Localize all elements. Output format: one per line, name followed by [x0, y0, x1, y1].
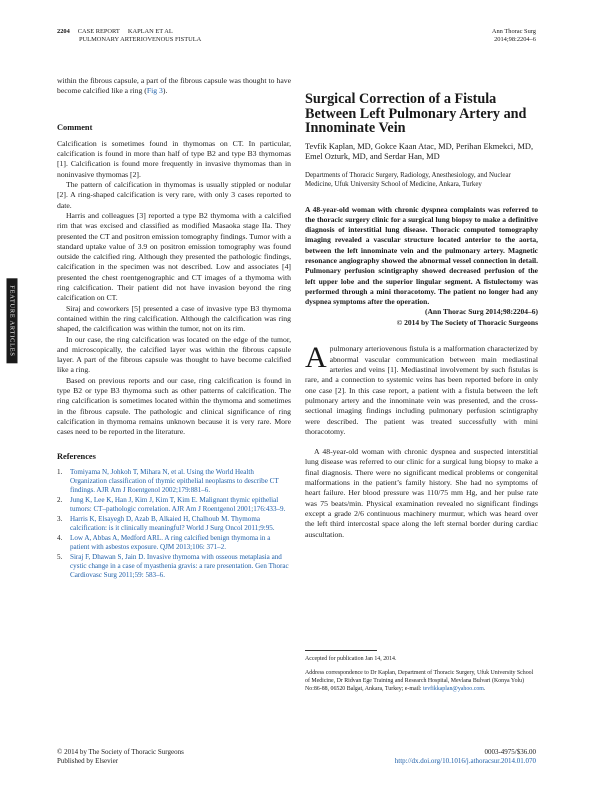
footer-publisher: Published by Elsevier — [57, 757, 119, 765]
running-header-right — [492, 28, 536, 44]
abstract: A 48-year-old woman with chronic dyspnea complaints was referred to the thoracic surgery clinic for a surgical lung biopsy to make a definitive diagnosis of interstitial lung disease. Thoracic computed tomography imaging revealed a vascular structure located anterior to the aorta, between the left innominate vein and the pulmonary artery. Magnetic resonance angiography showed the abnormal vessel connection in detail. Pulmonary perfusion scintigraphy showed decreased perfusion of the left upper lobe and the superior lingular segment. A fistulectomy was performed through a mini thoracotomy. The patient no longer had any dyspnea symptoms after the operation. — [305, 204, 538, 307]
email-link[interactable]: tevfikkaplan@yahoo.com — [422, 686, 484, 693]
reference-item: 5. Siraj F, Dhawan S, Jain D. Invasive thymoma with osseous metaplasia and cystic change in a case of myasthenia gravis: a rare presentation. Gen Thorac Cardiovasc Surg 2011;59: 583–6. — [57, 552, 289, 579]
right-column — [305, 92, 538, 540]
abstract-copyright: © 2014 by The Society of Thoracic Surgeons — [396, 317, 538, 327]
comment-heading: Comment — [57, 122, 93, 132]
comment-paragraph: The pattern of calcification in thymomas is usually stippled or nodular [2]. A ring-shaped calcification is very rare, with only 3 cases reported to date. — [57, 180, 291, 210]
article-title: Surgical Correction of a Fistula Between Left Pulmonary Artery and Innominate Vein — [305, 91, 527, 136]
footnote-address: Address correspondence to Dr Kaplan, Department of Thoracic Surgery, Ufuk University School of Medicine, Dr Ridvan Ege Training and Research Hospital, Mevlana Bulvari (Konya Yolu) No:86-88, 06520 Balgat, Ankara, Turkey; e-mail: tevfikkaplan@yahoo.com. — [305, 670, 534, 693]
reference-link[interactable]: Harris K, Elsayegh D, Azab B, Alkaied H, Chalhoub M. Thymoma calcification: is it clinically meaningful? World J Surg Oncol 2011;9:95. — [70, 514, 275, 532]
section-label: CASE REPORT — [77, 28, 120, 35]
comment-paragraph: Harris and colleagues [3] reported a type B2 thymoma with a calcified rim that was excised and classified as modified Masaoka stage IIa. They presented the CT and positron emission tomography findings. Tumor with a standard uptake value of 3.9 on positron emission tomography was found outside the calcified ring. Although they presented the pathologic findings, calcification in the specimen was not described. Low and associates [4] presented the chest roentgenographic and CT images of a thymoma with ring calcification. Their patient did not have invasion beyond the ring calcification on CT. — [57, 210, 291, 303]
comment-paragraph: In our case, the ring calcification was located on the edge of the tumor, and microscopically, the calcified layer was within the fibrous capsule layer. A part of the fibrous capsule was thought to have become calcified like a ring. — [57, 334, 291, 375]
references-heading: References — [57, 451, 96, 461]
intro-paragraph: Apulmonary arteriovenous fistula is a malformation characterized by abnormal vascular communication between main mediastinal arteries and veins [1]. Mediastinal involvement by such fistulas is rare, and a connection to systemic veins has been reported before in only one case [2]. In this case report, a patient with a fistula between the left pulmonary artery and the innominate vein was presented, and the cross-sectional imaging findings including pulmonary perfusion scintigraphy were described. The patient was treated successfully with mini thoracotomy. — [305, 341, 538, 436]
comment-paragraph: Based on previous reports and our case, ring calcification is found in type B2 or type B3 thymoma such as other patterns of calcification. The ring calcification is sometimes located within the thymoma and sometimes in the fibrous capsule. The pathologic and clinical significance of ring calcification in thymoma remains unknown because it is very rare. More cases need to be reported in the literature. — [57, 375, 291, 437]
footer-issn: 0003-4975/$36.00 — [484, 748, 536, 756]
reference-link[interactable]: Jung K, Lee K, Han J, Kim J, Kim T, Kim E. Malignant thymic epithelial tumors: CT–pathologic correlation. AJR Am J Roentgenol 2001;176:433–9. — [70, 495, 286, 513]
doi-link[interactable]: http://dx.doi.org/10.1016/j.athoracsur.2014.01.070 — [394, 757, 536, 765]
comment-paragraph: Calcification is sometimes found in thymomas on CT. In particular, calcification is found in more than half of type B2 and type B3 thymomas [1]. Calcification is found more frequently in invasive thymomas than in noninvasive thymomas [2]. — [57, 138, 291, 179]
reference-item: 3. Harris K, Elsayegh D, Azab B, Alkaied H, Chalhoub M. Thymoma calcification: is it clinically meaningful? World J Surg Oncol 2011;9:95. — [57, 514, 275, 532]
running-title: PULMONARY ARTERIOVENOUS FISTULA — [79, 36, 202, 43]
journal-citation: 2014;98:2204–6 — [494, 36, 536, 43]
running-header-left — [57, 28, 201, 44]
reference-list — [57, 468, 291, 580]
running-authors: KAPLAN ET AL — [127, 28, 173, 35]
page-number: 2204 — [57, 28, 70, 35]
reference-link[interactable]: Low A, Abbas A, Medford ARL. A ring calcified benign thymoma in a patient with asbestos exposure. QJM 2013;106: 371–2. — [70, 533, 271, 551]
footer-right — [395, 748, 536, 766]
left-column — [57, 76, 291, 581]
reference-link[interactable]: Tomiyama N, Johkoh T, Mihara N, et al. Using the World Health Organization classification of thymic epithelial neoplasms to describe CT findings. AJR Am J Roentgenol 2002;179:881–6. — [70, 467, 279, 494]
footer-left — [57, 748, 184, 766]
footer-copyright: © 2014 by The Society of Thoracic Surgeons — [57, 748, 184, 756]
comment-paragraph: Siraj and coworkers [5] presented a case of invasive type B3 thymoma contained within the ring calcification. Although the calcification was ring shaped, the calcification was within the tumor, not on its rim. — [57, 303, 291, 334]
continuation-paragraph: within the fibrous capsule, a part of the fibrous capsule was thought to have become calcified like a ring (Fig 3). — [57, 76, 291, 96]
figure-3-link[interactable]: Fig 3 — [146, 86, 163, 96]
journal-name: Ann Thorac Surg — [491, 28, 536, 35]
author-affiliation: Departments of Thoracic Surgery, Radiology, Anesthesiology, and Nuclear Medicine, Ufuk University School of Medicine, Ankara, Turkey — [305, 171, 511, 188]
abstract-citation: (Ann Thorac Surg 2014;98:2204–6) — [425, 307, 538, 317]
article-authors: Tevfik Kaplan, MD, Gokce Kaan Atac, MD, Perihan Ekmekci, MD, Emel Ozturk, MD, and Serdar Han, MD — [305, 141, 534, 161]
reference-item: 4. Low A, Abbas A, Medford ARL. A ring calcified benign thymoma in a patient with asbestos exposure. QJM 2013;106: 371–2. — [57, 533, 271, 551]
case-paragraph: A 48-year-old woman with chronic dyspnea and suspected interstitial lung disease was referred to our clinic for a surgical lung biopsy to make a final diagnosis. There were no significant medical problems or congenital malformations in the patient’s family history. She had no symptoms of heart failure. Her blood pressure was 110/75 mm Hg, and her pulse rate was 75 beats/min. Physical examination revealed no significant findings except a grade 2/6 continuous machinery murmur, which was heard over the left third intercostal space along the left sternal border during cardiac auscultation. — [305, 447, 538, 539]
feature-articles-tab: FEATURE ARTICLES — [7, 278, 18, 363]
reference-item: 1. Tomiyama N, Johkoh T, Mihara N, et al. Using the World Health Organization classification of thymic epithelial neoplasms to describe CT findings. AJR Am J Roentgenol 2002;179:881–6. — [57, 467, 279, 494]
footnote-accepted: Accepted for publication Jan 14, 2014. — [305, 656, 397, 662]
drop-cap: A — [305, 341, 327, 375]
reference-item: 2. Jung K, Lee K, Han J, Kim J, Kim T, Kim E. Malignant thymic epithelial tumors: CT–pathologic correlation. AJR Am J Roentgenol 2001;176:433–9. — [57, 495, 286, 513]
footnote-divider — [305, 650, 377, 651]
reference-link[interactable]: Siraj F, Dhawan S, Jain D. Invasive thymoma with osseous metaplasia and cystic change in a case of myasthenia gravis: a rare presentation. Gen Thorac Cardiovasc Surg 2011;59: 583–6. — [70, 552, 289, 579]
